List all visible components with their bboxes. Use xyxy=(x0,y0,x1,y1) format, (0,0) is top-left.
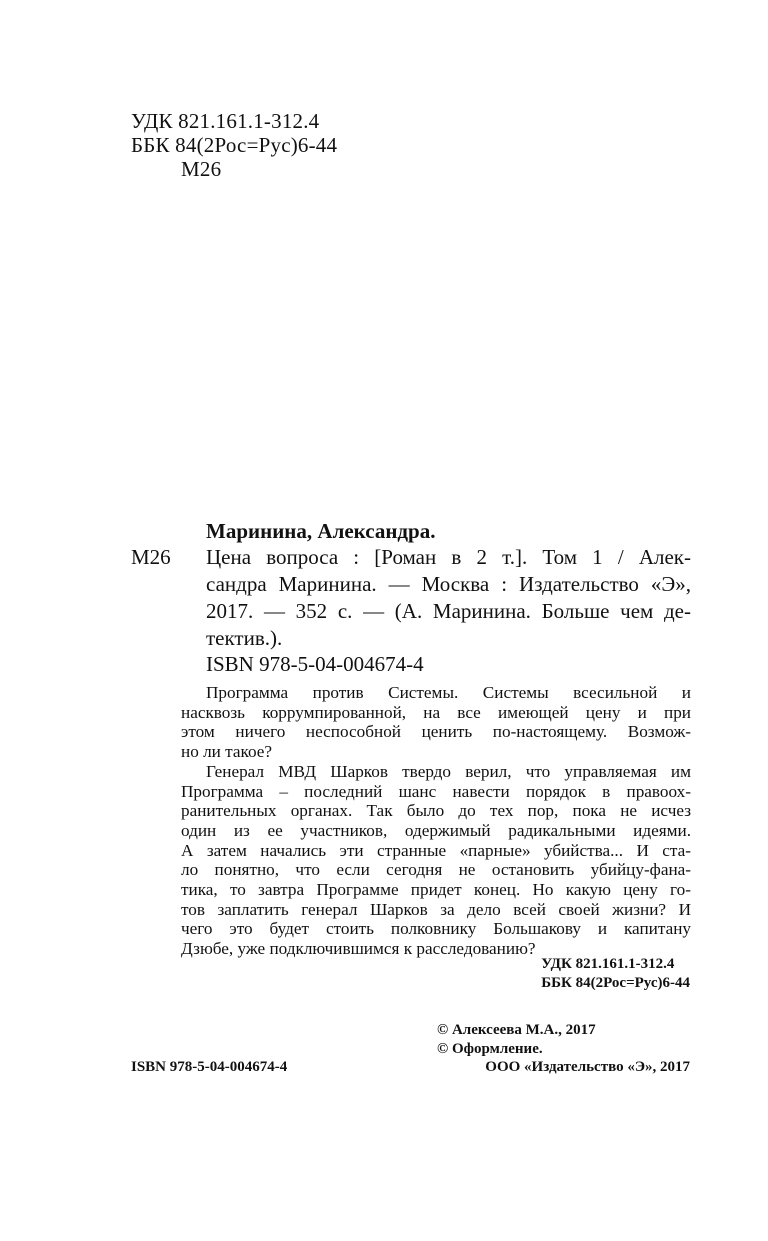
header-bbk: ББК 84(2Рос=Рус)6-44 xyxy=(131,133,338,157)
annotation-line: ло понятно, что если сегодня не остановить убийцу-фана- xyxy=(181,860,691,880)
annotation-line: тика, то завтра Программе придет конец. Но какую цену го- xyxy=(181,880,691,900)
copyright-design: © Оформление. xyxy=(437,1041,543,1057)
annotation-line: чего это будет стоить полковнику Большакову и капитану xyxy=(181,919,691,939)
record-line: 2017. — 352 с. — (А. Маринина. Больше чем де- xyxy=(206,599,691,623)
annotation-line: тов заплатить генерал Шарков за дело всей своей жизни? И xyxy=(181,899,691,919)
annotation-line: один из ее участников, одержимый радикальными идеями. xyxy=(181,820,691,840)
annotation-line: Программа – последний шанс навести порядок в правоох- xyxy=(181,781,691,801)
annotation xyxy=(181,683,691,959)
record-author: Маринина, Александра. xyxy=(206,519,436,543)
annotation-line: Программа против Системы. Системы всесильной и xyxy=(206,683,691,702)
record-isbn: ISBN 978-5-04-004674-4 xyxy=(206,652,424,676)
record-description xyxy=(206,544,691,652)
copyright-publisher: ООО «Издательство «Э», 2017 xyxy=(485,1059,690,1075)
record-line: сандра Маринина. — Москва : Издательство «Э», xyxy=(206,572,691,596)
record-author-code: М26 xyxy=(131,545,171,569)
imprint-isbn: ISBN 978-5-04-004674-4 xyxy=(131,1059,288,1075)
copyright-author: © Алексеева М.А., 2017 xyxy=(437,1022,596,1038)
class-bbk: ББК 84(2Рос=Рус)6-44 xyxy=(541,974,690,991)
annotation-line: Генерал МВД Шарков твердо верил, что управляемая им xyxy=(206,761,691,781)
annotation-line: насквозь коррумпированной, на все имеющей цену и при xyxy=(181,702,691,722)
annotation-line: Дзюбе, уже подключившимся к расследованию? xyxy=(181,939,536,959)
annotation-line: но ли такое? xyxy=(181,742,273,762)
annotation-line: А затем начались эти странные «парные» убийства... И ста- xyxy=(181,840,691,860)
header-udk: УДК 821.161.1-312.4 xyxy=(131,109,320,133)
class-codes xyxy=(541,955,690,992)
header-author-code: М26 xyxy=(181,157,222,181)
record-line: тектив.). xyxy=(206,626,283,650)
record-line: Цена вопроса : [Роман в 2 т.]. Том 1 / Алек- xyxy=(206,545,691,569)
annotation-line: этом ничего неспособной ценить по-настоящему. Возмож- xyxy=(181,722,691,742)
annotation-line: ранительных органах. Так было до тех пор, пока не исчез xyxy=(181,801,691,821)
class-udk: УДК 821.161.1-312.4 xyxy=(541,956,675,972)
